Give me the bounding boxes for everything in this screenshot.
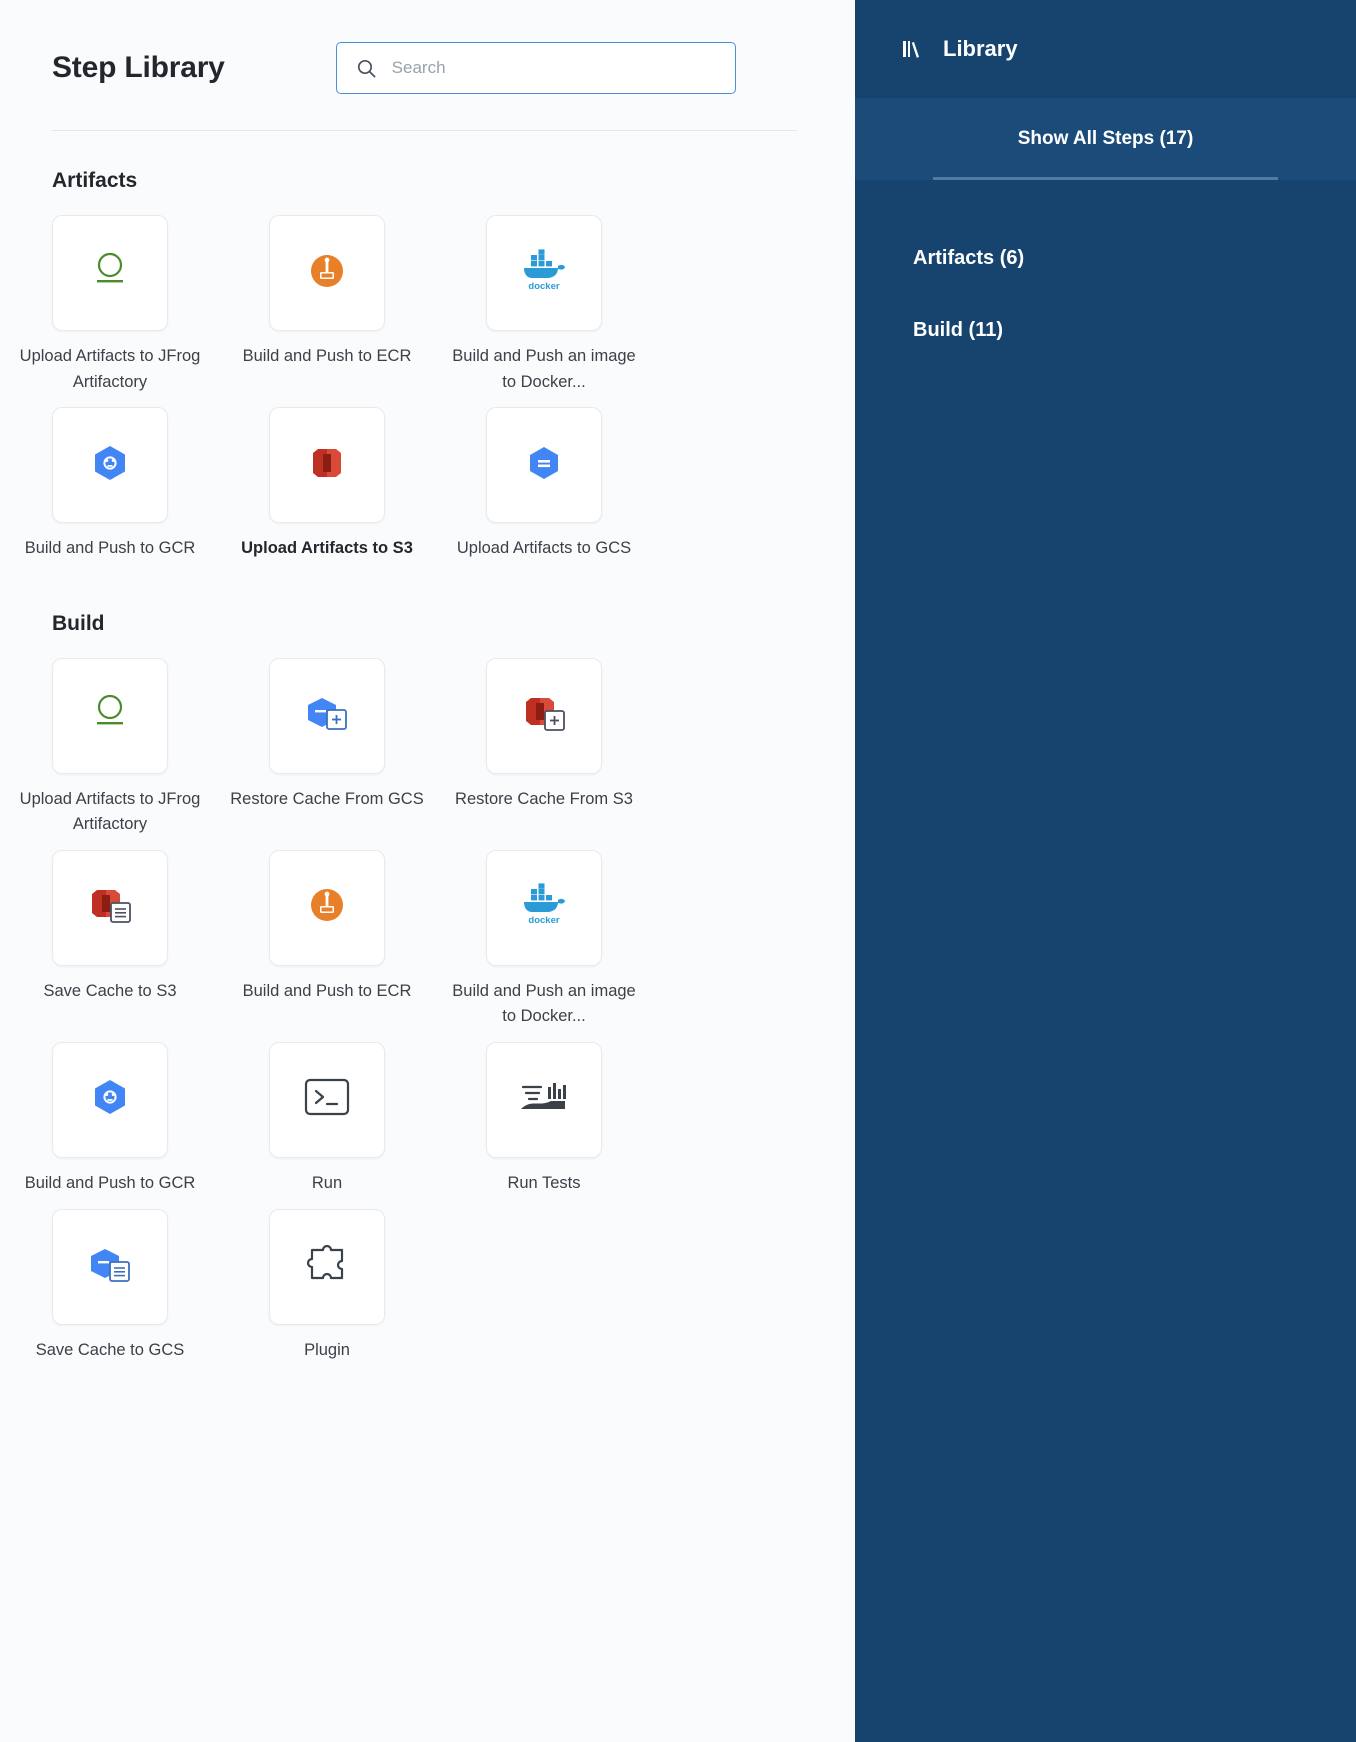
step-icon-tile[interactable] — [269, 850, 385, 966]
gcr-icon — [87, 440, 133, 491]
gcs-save-cache-icon — [85, 1241, 135, 1292]
step-icon-tile[interactable] — [269, 1209, 385, 1325]
step-icon-tile[interactable] — [269, 1042, 385, 1158]
step-card-plugin[interactable] — [269, 1209, 385, 1364]
step-grid-build — [19, 658, 712, 1375]
page-title: Step Library — [52, 51, 225, 84]
step-card-build-build-push-docker[interactable] — [452, 850, 636, 1030]
aws-s3-icon — [304, 440, 350, 491]
sidebar-item-artifacts[interactable] — [855, 222, 1356, 294]
step-card-build-build-push-gcr[interactable] — [24, 1042, 196, 1197]
step-icon-tile[interactable] — [52, 850, 168, 966]
step-card-build-push-gcr[interactable] — [24, 407, 196, 562]
gcs-icon — [521, 440, 567, 491]
puzzle-piece-icon — [304, 1242, 350, 1291]
sidebar-item-label: Build (11) — [913, 318, 1004, 341]
svg-text:docker: docker — [528, 915, 560, 927]
step-card-build-build-push-ecr[interactable] — [242, 850, 412, 1030]
step-card-label: Build and Push an image to Docker... — [452, 981, 636, 1026]
step-icon-tile[interactable] — [486, 850, 602, 966]
step-icon-tile[interactable] — [269, 658, 385, 774]
s3-save-cache-icon — [85, 882, 135, 933]
step-icon-tile[interactable] — [486, 215, 602, 331]
s3-restore-cache-icon — [519, 690, 569, 741]
step-card-label: Restore Cache From GCS — [230, 789, 424, 808]
step-card-upload-artifacts-jfrog[interactable] — [19, 215, 201, 395]
step-card-upload-artifacts-gcs[interactable] — [456, 407, 632, 562]
step-icon-tile[interactable] — [486, 1042, 602, 1158]
library-sidebar — [855, 0, 1356, 1742]
step-card-label: Upload Artifacts to S3 — [241, 539, 413, 558]
step-card-restore-cache-s3[interactable] — [455, 658, 633, 838]
sidebar-item-build[interactable] — [855, 294, 1356, 366]
header-divider — [52, 130, 797, 131]
step-card-upload-artifacts-s3[interactable] — [241, 407, 413, 562]
search-container — [336, 42, 736, 94]
step-card-label: Save Cache to GCS — [35, 1340, 185, 1359]
aws-ecr-icon — [305, 249, 349, 298]
library-title: Library — [943, 36, 1018, 61]
step-card-run-tests[interactable] — [486, 1042, 602, 1197]
show-all-steps-button[interactable] — [855, 98, 1356, 180]
show-all-steps-label: Show All Steps (17) — [1017, 128, 1194, 149]
aws-ecr-icon — [305, 883, 349, 932]
books-icon — [901, 38, 923, 60]
gcs-restore-cache-icon — [302, 690, 352, 741]
step-card-label: Build and Push an image to Docker... — [452, 347, 636, 391]
step-icon-tile[interactable] — [269, 407, 385, 523]
search-icon — [357, 59, 376, 78]
step-card-label: Save Cache to S3 — [43, 981, 177, 1000]
docker-icon — [514, 883, 574, 932]
section-title-build: Build — [52, 611, 105, 635]
step-icon-tile[interactable] — [52, 1042, 168, 1158]
step-card-label: Build and Push to ECR — [242, 347, 412, 365]
step-icon-tile[interactable] — [486, 407, 602, 523]
search-box[interactable] — [336, 42, 736, 94]
step-card-build-push-ecr[interactable] — [242, 215, 412, 395]
run-tests-icon — [517, 1077, 571, 1122]
terminal-icon — [302, 1076, 352, 1123]
docker-icon — [514, 249, 574, 298]
step-card-save-cache-gcs[interactable] — [35, 1209, 185, 1364]
step-card-label: Build and Push to GCR — [24, 539, 196, 558]
sidebar-item-label: Artifacts (6) — [913, 246, 1025, 269]
library-header — [52, 0, 797, 94]
search-input[interactable] — [390, 53, 710, 83]
svg-text:docker: docker — [528, 280, 560, 292]
step-card-build-push-docker[interactable] — [452, 215, 636, 395]
step-icon-tile[interactable] — [52, 658, 168, 774]
step-card-label: Upload Artifacts to JFrog Artifactory — [19, 789, 201, 834]
step-icon-tile[interactable] — [52, 215, 168, 331]
step-card-label: Restore Cache From S3 — [455, 789, 633, 808]
step-card-label: Plugin — [304, 1340, 350, 1359]
jfrog-icon — [86, 247, 134, 300]
step-card-label: Upload Artifacts to JFrog Artifactory — [19, 347, 201, 391]
step-card-label: Upload Artifacts to GCS — [456, 539, 632, 558]
step-card-label: Run Tests — [507, 1173, 581, 1192]
jfrog-icon — [86, 689, 134, 742]
step-icon-tile[interactable] — [52, 407, 168, 523]
section-title-artifacts: Artifacts — [52, 169, 138, 192]
step-card-label: Build and Push to ECR — [242, 981, 412, 1000]
gcr-icon — [87, 1074, 133, 1125]
library-category-list — [855, 180, 1356, 366]
step-icon-tile[interactable] — [52, 1209, 168, 1325]
step-icon-tile[interactable] — [486, 658, 602, 774]
step-card-label: Build and Push to GCR — [24, 1173, 196, 1192]
library-sidebar-header — [855, 0, 1356, 98]
step-card-run[interactable] — [269, 1042, 385, 1197]
step-grid-artifacts — [19, 215, 712, 574]
step-icon-tile[interactable] — [269, 215, 385, 331]
step-card-restore-cache-gcs[interactable] — [230, 658, 424, 838]
step-card-save-cache-s3[interactable] — [43, 850, 177, 1030]
step-card-label: Run — [311, 1173, 343, 1192]
step-card-build-upload-artifacts-jfrog[interactable] — [19, 658, 201, 838]
